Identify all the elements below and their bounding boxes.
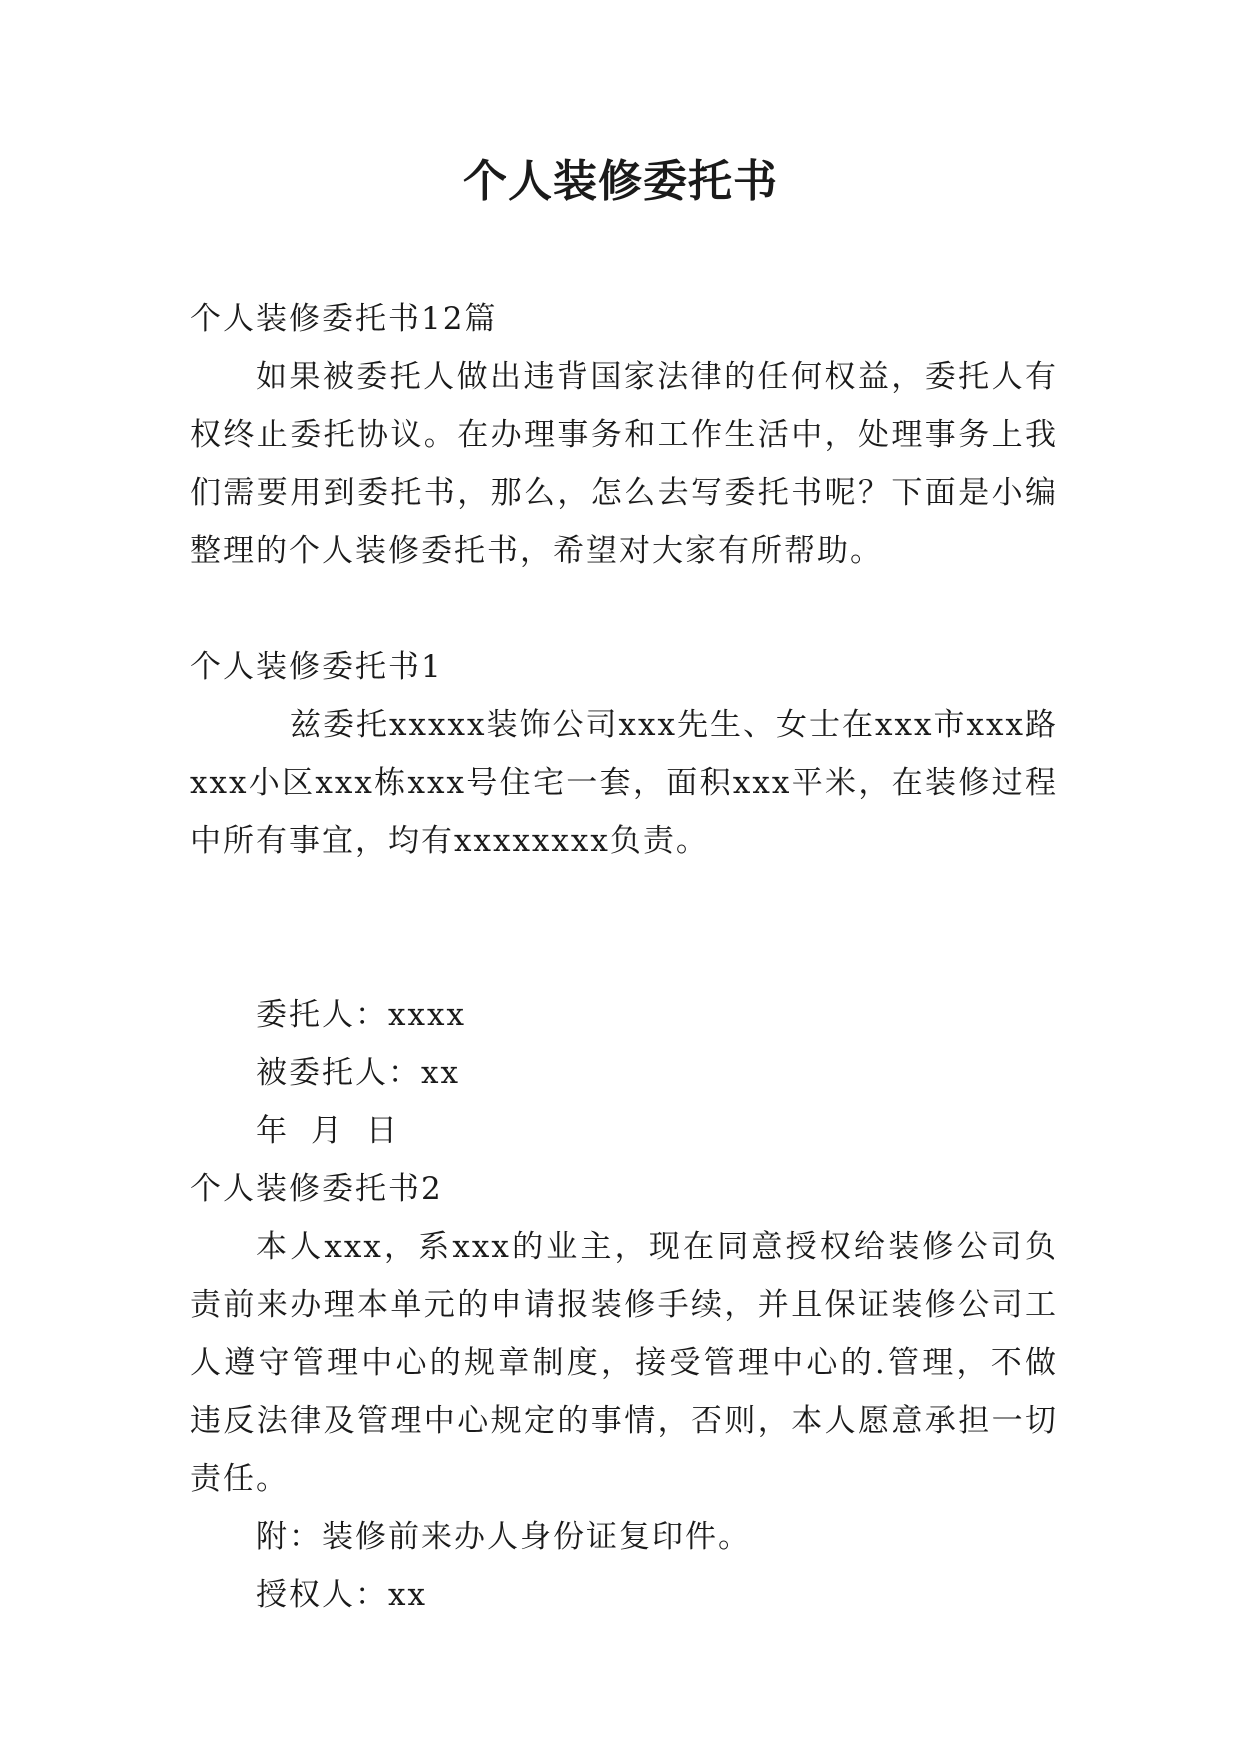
section-2-body: 本人xxx，系xxx的业主，现在同意授权给装修公司负责前来办理本单元的申请报装修手续，并且保证装修公司工人遵守管理中心的规章制度，接受管理中心的.管理，不做违反法律及管理中心规定的事情，否则，本人愿意承担一切责任。	[190, 1229, 1058, 1497]
attachment-line: 附：装修前来办人身份证复印件。	[256, 1519, 751, 1555]
document-body	[190, 290, 1058, 1624]
section-1-body: 兹委托xxxxx装饰公司xxx先生、女士在xxx市xxx路xxx小区xxx栋xxx号住宅一套，面积xxx平米，在装修过程中所有事宜，均有xxxxxxxx负责。	[190, 707, 1058, 859]
document-title: 个人装修委托书	[463, 156, 778, 207]
authorizer-line: 授权人：xx	[256, 1577, 427, 1613]
date-day: 日	[366, 1113, 399, 1149]
paragraph-spacer	[190, 928, 1058, 986]
principal-line: 委托人：xxxx	[256, 997, 466, 1033]
section-heading-2: 个人装修委托书2	[190, 1171, 443, 1207]
date-year: 年	[256, 1113, 289, 1149]
collection-heading: 个人装修委托书12篇	[190, 301, 498, 337]
agent-line: 被委托人：xx	[256, 1055, 460, 1091]
paragraph-spacer	[190, 870, 1058, 928]
paragraph-spacer	[190, 580, 1058, 638]
date-month: 月	[311, 1113, 344, 1149]
date-line	[190, 1102, 1058, 1160]
section-heading-1: 个人装修委托书1	[190, 649, 443, 685]
intro-paragraph: 如果被委托人做出违背国家法律的任何权益，委托人有权终止委托协议。在办理事务和工作生活中，处理事务上我们需要用到委托书，那么，怎么去写委托书呢？下面是小编整理的个人装修委托书，希望对大家有所帮助。	[190, 359, 1058, 569]
